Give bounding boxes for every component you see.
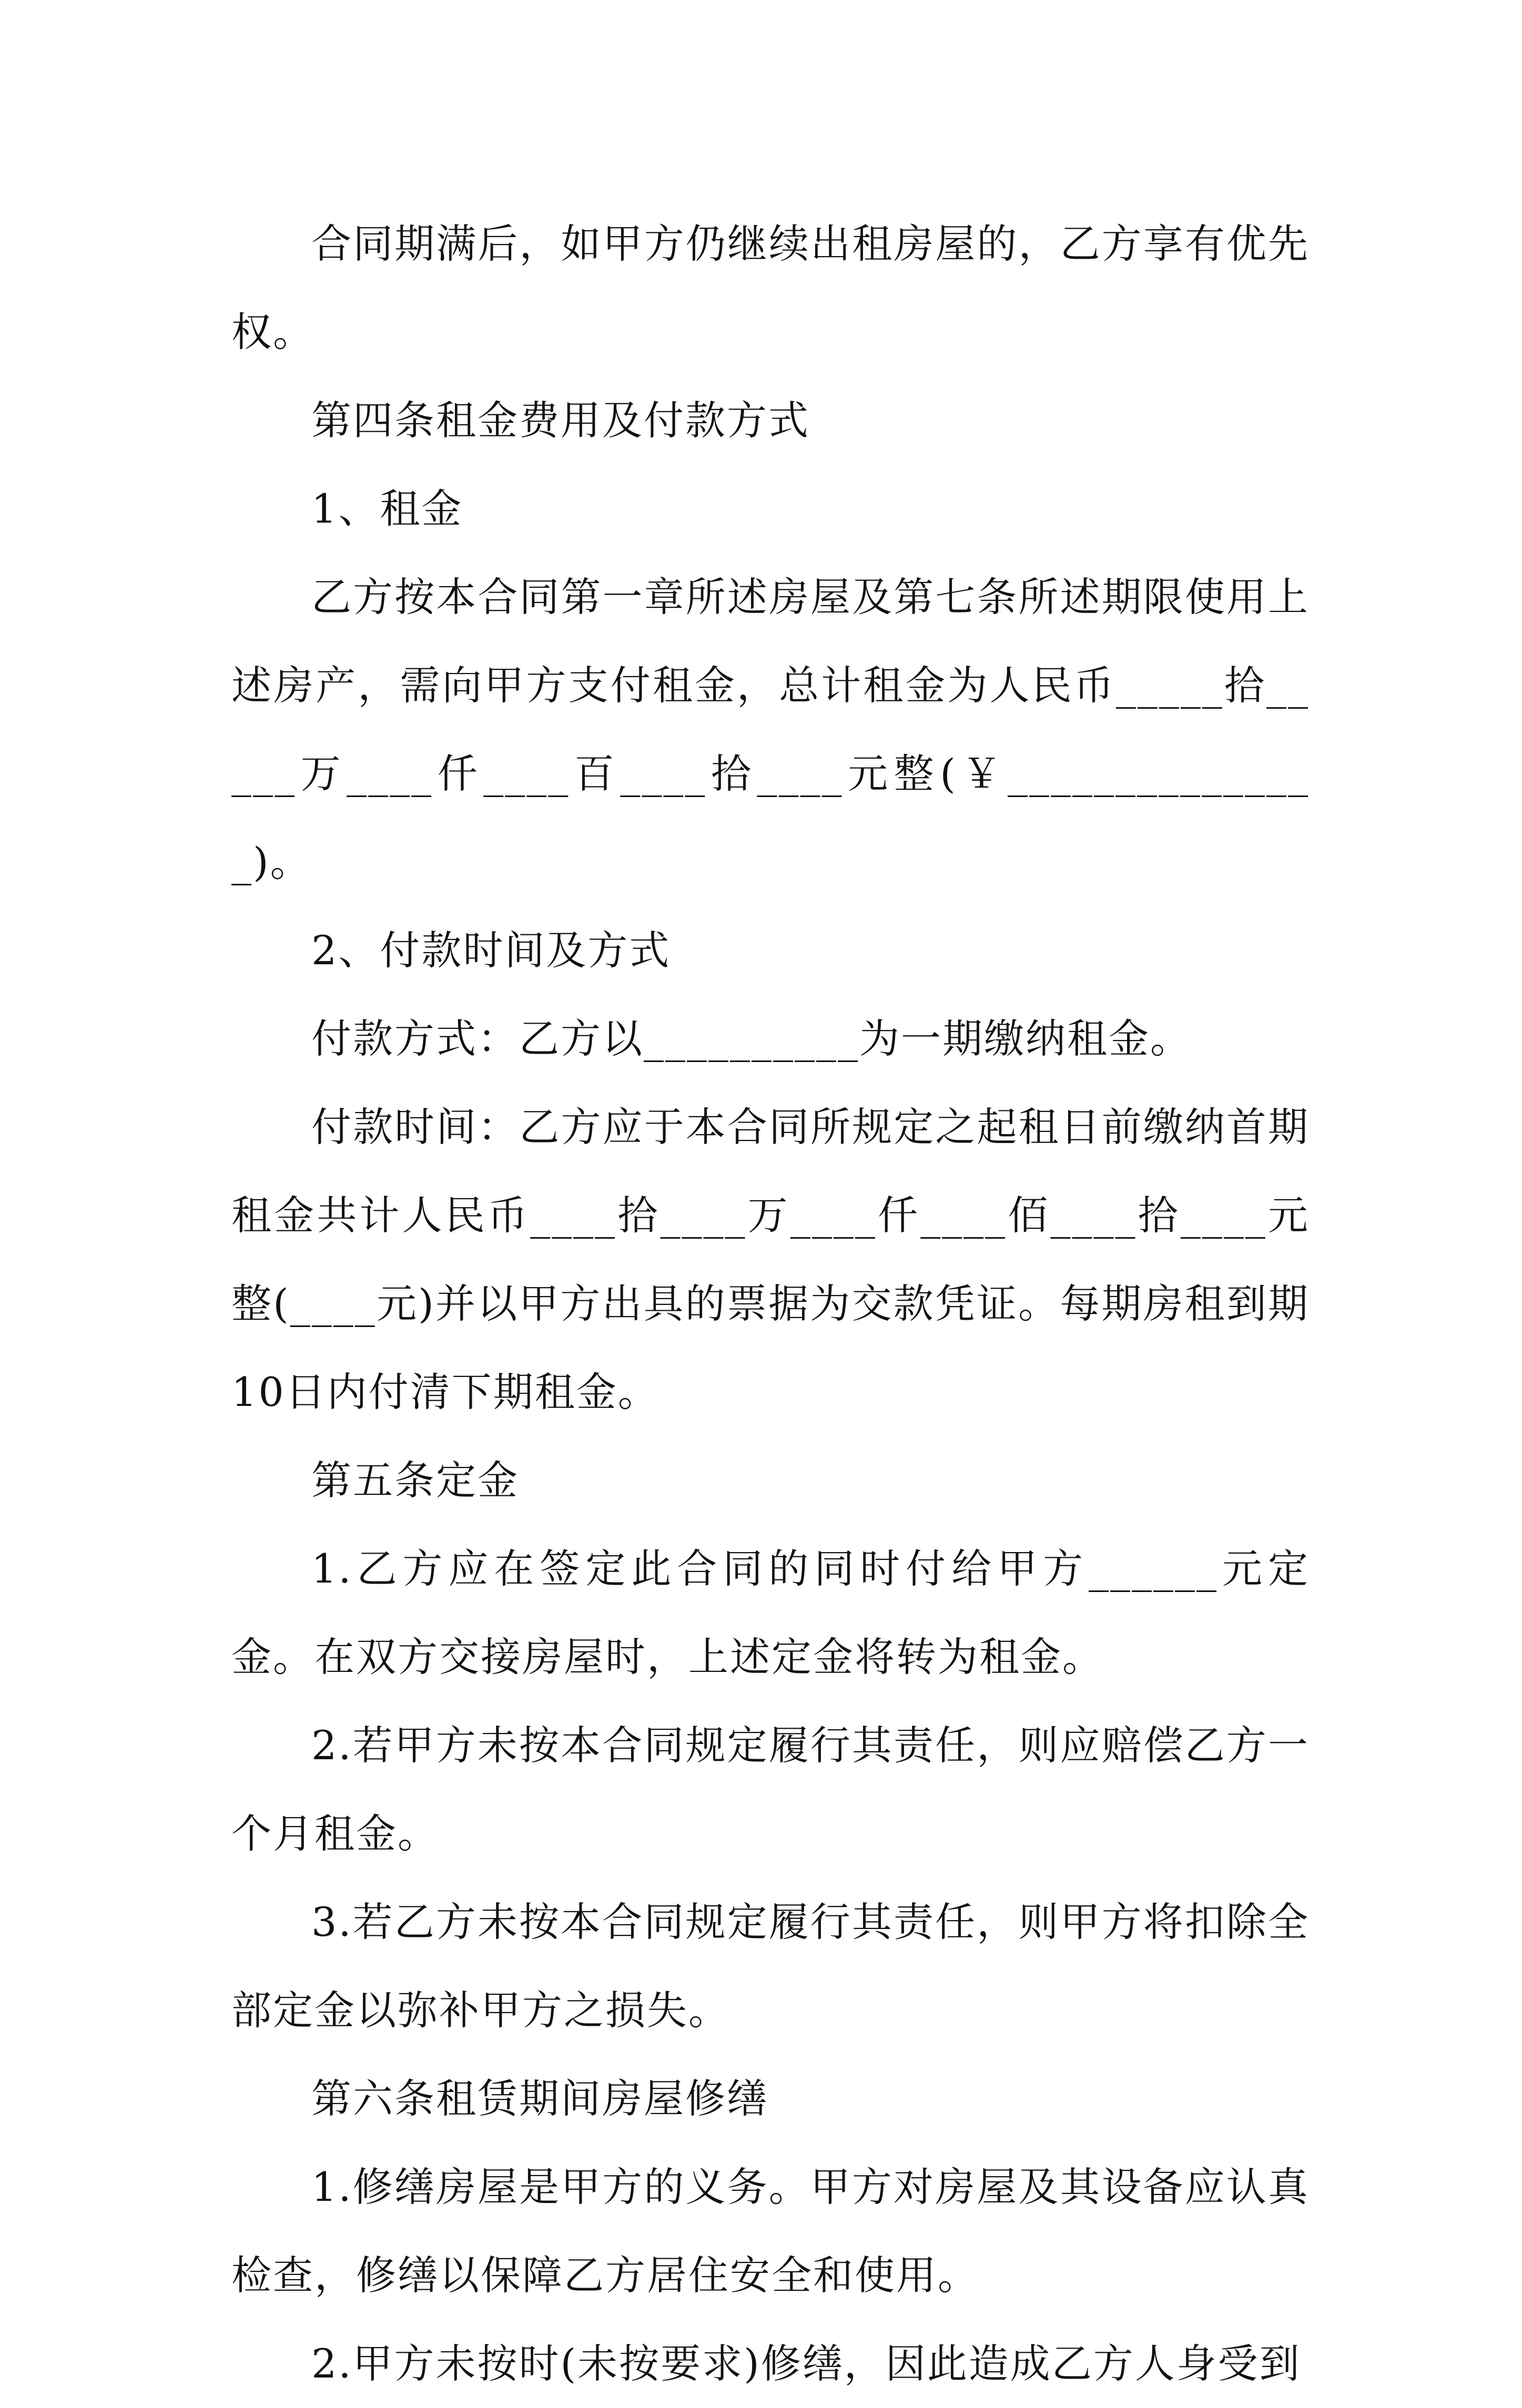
paragraph-renewal-priority: 合同期满后，如甲方仍继续出租房屋的，乙方享有优先权。: [231, 220, 1310, 355]
paragraph-payment-method: 付款方式：乙方以__________为一期缴纳租金。: [311, 1015, 1192, 1062]
heading-article-6-repairs: 第六条租赁期间房屋修缮: [311, 2075, 768, 2122]
paragraph-payment-time: 付款时间：乙方应于本合同所规定之起租日前缴纳首期租金共计人民币____拾____万____仟____佰____拾____元整(____元)并以甲方出具的票据为交款凭证。每期房租到期10日内付清下期租金。: [231, 1104, 1310, 1415]
heading-article-4-rent-payment: 第四条租金费用及付款方式: [311, 397, 810, 444]
paragraph-deposit-2: 2.若甲方未按本合同规定履行其责任，则应赔偿乙方一个月租金。: [231, 1722, 1310, 1857]
paragraph-repairs-1: 1.修缮房屋是甲方的义务。甲方对房屋及其设备应认真检查，修缮以保障乙方居住安全和使用。: [231, 2164, 1310, 2299]
paragraph-repairs-2: 2.甲方未按时(未按要求)修缮，因此造成乙方人身受到: [311, 2340, 1301, 2387]
paragraph-deposit-1: 1.乙方应在签定此合同的同时付给甲方______元定金。在双方交接房屋时，上述定金将转为租金。: [231, 1545, 1310, 1680]
heading-article-5-deposit: 第五条定金: [311, 1457, 519, 1504]
subheading-rent: 1、租金: [311, 485, 463, 532]
document-body: [231, 200, 1310, 2408]
subheading-payment-time-method: 2、付款时间及方式: [311, 927, 671, 974]
paragraph-total-rent: 乙方按本合同第一章所述房屋及第七条所述期限使用上述房产，需向甲方支付租金，总计租金为人民币_____拾_____万____仟____百____拾____元整(￥_______________)。: [231, 574, 1310, 885]
paragraph-deposit-3: 3.若乙方未按本合同规定履行其责任，则甲方将扣除全部定金以弥补甲方之损失。: [231, 1899, 1310, 2034]
